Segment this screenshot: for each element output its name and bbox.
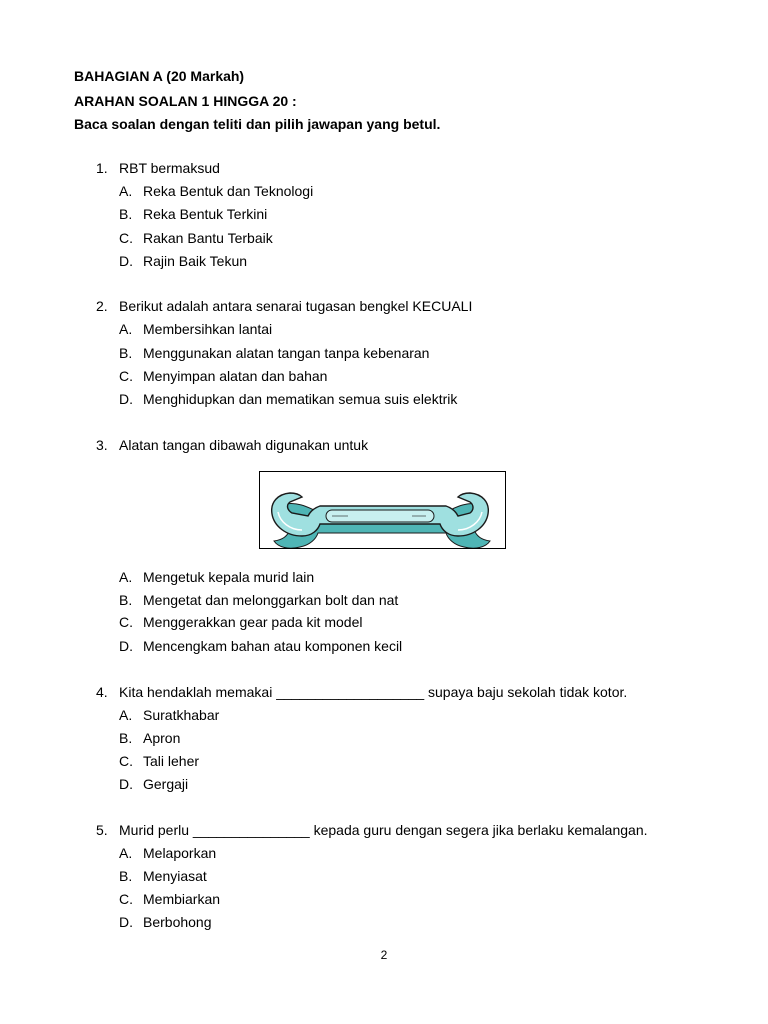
option-letter: C. (119, 230, 133, 246)
question-number: 1. (96, 160, 108, 176)
option-4d[interactable] (119, 776, 188, 793)
option-letter: A. (119, 569, 133, 585)
option-text: Melaporkan (143, 845, 217, 861)
option-5a[interactable] (119, 845, 216, 862)
option-letter: D. (119, 914, 133, 930)
option-3a[interactable] (119, 569, 314, 586)
option-letter: B. (119, 730, 133, 746)
question-text: Murid perlu _______________ kepada guru dengan segera jika berlaku kemalangan. (119, 822, 648, 838)
option-text: Menggerakkan gear pada kit model (143, 614, 363, 630)
option-letter: A. (119, 183, 133, 199)
option-text: Menyimpan alatan dan bahan (143, 368, 328, 384)
option-5d[interactable] (119, 914, 212, 931)
question-5 (96, 822, 648, 839)
option-2c[interactable] (119, 368, 327, 385)
question-text: Berikut adalah antara senarai tugasan bengkel KECUALI (119, 298, 473, 314)
question-text: Kita hendaklah memakai ___________________ supaya baju sekolah tidak kotor. (119, 684, 628, 700)
option-text: Apron (143, 730, 181, 746)
question-2 (96, 298, 472, 315)
option-letter: D. (119, 253, 133, 269)
option-text: Gergaji (143, 776, 189, 792)
option-2d[interactable] (119, 391, 457, 408)
option-4b[interactable] (119, 730, 180, 747)
option-text: Mengetuk kepala murid lain (143, 569, 315, 585)
option-3d[interactable] (119, 638, 402, 655)
option-text: Suratkhabar (143, 707, 220, 723)
question-number: 2. (96, 298, 108, 314)
option-text: Rakan Bantu Terbaik (143, 230, 273, 246)
option-letter: A. (119, 321, 133, 337)
option-1c[interactable] (119, 230, 273, 247)
open-end-wrench-icon (260, 472, 505, 548)
question-number: 3. (96, 437, 108, 453)
option-letter: A. (119, 707, 133, 723)
option-5c[interactable] (119, 891, 220, 908)
page-number: 2 (380, 948, 388, 962)
question-text: RBT bermaksud (119, 160, 220, 176)
question-3 (96, 437, 368, 454)
option-2b[interactable] (119, 345, 429, 362)
section-title: BAHAGIAN A (20 Markah) (74, 68, 245, 84)
option-letter: B. (119, 345, 133, 361)
option-text: Menyiasat (143, 868, 207, 884)
option-text: Rajin Baik Tekun (143, 253, 248, 269)
option-1d[interactable] (119, 253, 247, 270)
option-text: Membersihkan lantai (143, 321, 273, 337)
wrench-figure (259, 471, 506, 549)
option-text: Reka Bentuk dan Teknologi (143, 183, 314, 199)
option-letter: D. (119, 638, 133, 654)
option-letter: C. (119, 753, 133, 769)
option-letter: B. (119, 206, 133, 222)
question-1 (96, 160, 220, 177)
option-text: Berbohong (143, 914, 212, 930)
instructions-text: Baca soalan dengan teliti dan pilih jawapan yang betul. (74, 116, 441, 132)
question-4 (96, 684, 627, 701)
option-letter: D. (119, 776, 133, 792)
option-4c[interactable] (119, 753, 199, 770)
option-letter: A. (119, 845, 133, 861)
option-1a[interactable] (119, 183, 313, 200)
option-2a[interactable] (119, 321, 272, 338)
instructions-heading: ARAHAN SOALAN 1 HINGGA 20 : (74, 93, 297, 109)
question-text: Alatan tangan dibawah digunakan untuk (119, 437, 369, 453)
option-letter: C. (119, 891, 133, 907)
option-text: Mengetat dan melonggarkan bolt dan nat (143, 592, 399, 608)
option-text: Tali leher (143, 753, 200, 769)
option-text: Menggunakan alatan tangan tanpa kebenaran (143, 345, 430, 361)
option-letter: B. (119, 868, 133, 884)
option-3b[interactable] (119, 592, 398, 609)
option-text: Mencengkam bahan atau komponen kecil (143, 638, 403, 654)
option-letter: B. (119, 592, 133, 608)
option-letter: C. (119, 368, 133, 384)
option-1b[interactable] (119, 206, 267, 223)
question-number: 5. (96, 822, 108, 838)
option-letter: D. (119, 391, 133, 407)
option-5b[interactable] (119, 868, 207, 885)
option-text: Membiarkan (143, 891, 221, 907)
option-text: Menghidupkan dan mematikan semua suis elektrik (143, 391, 458, 407)
option-4a[interactable] (119, 707, 219, 724)
option-3c[interactable] (119, 614, 362, 631)
option-text: Reka Bentuk Terkini (143, 206, 268, 222)
option-letter: C. (119, 614, 133, 630)
question-number: 4. (96, 684, 108, 700)
